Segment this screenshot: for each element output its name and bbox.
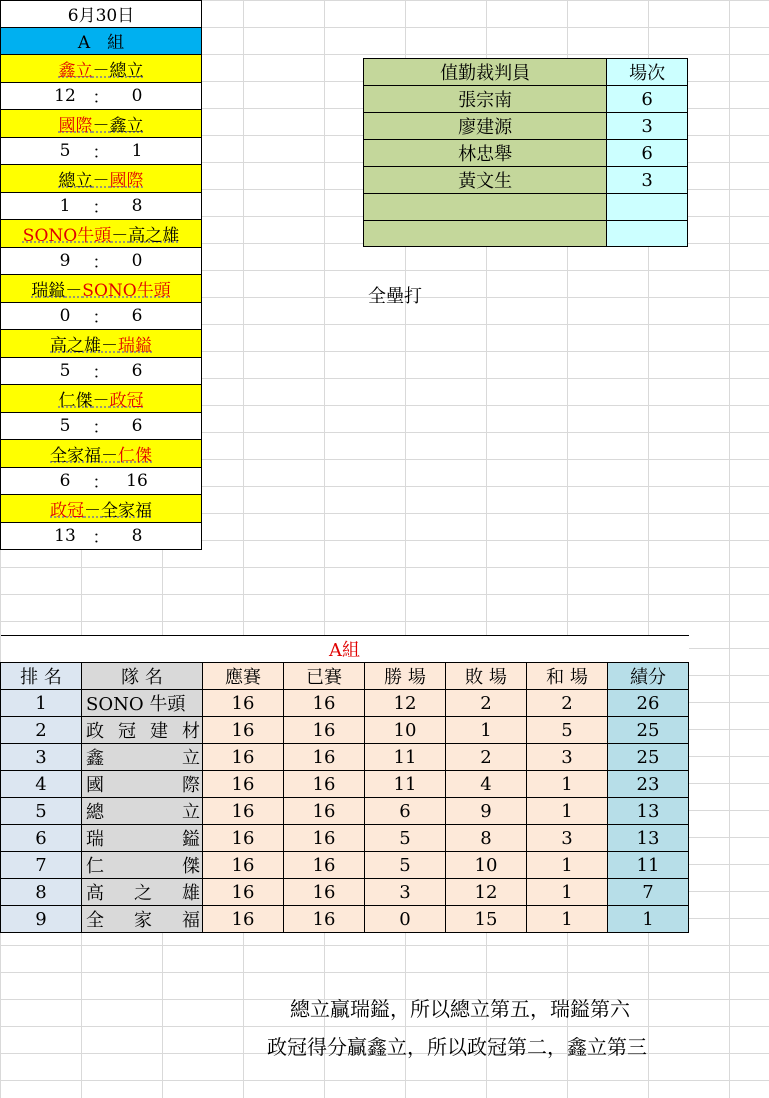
score-value: 6 [131,360,143,381]
standings-row [1,852,689,879]
team-name: 政冠 [109,390,144,411]
standings-played-cell[interactable]: 16 [284,906,365,933]
referee-row [364,194,688,221]
score-separator: ： [92,418,110,439]
team-name-cell[interactable] [82,798,203,825]
referee-row [364,86,688,113]
standings-win-cell[interactable]: 5 [365,825,446,852]
standings-row [1,744,689,771]
standings-lose-cell[interactable]: 2 [446,690,527,717]
team-name-char: 政 [86,721,104,742]
team-name-chars [82,825,202,851]
standings-pts-cell[interactable]: 13 [608,825,689,852]
team-name-char: 瑞 [86,829,104,850]
standings-win-cell[interactable]: 11 [365,744,446,771]
score-separator: ： [92,88,110,109]
score-value: 9 [59,250,71,271]
standings-draw-cell[interactable]: 1 [527,798,608,825]
standings-win-cell[interactable]: 6 [365,798,446,825]
standings-pts-cell[interactable]: 1 [608,906,689,933]
standings-due-cell[interactable]: 16 [203,717,284,744]
team-name-char: 全 [86,910,104,931]
referee-row [364,220,688,247]
standings-win-cell[interactable]: 5 [365,852,446,879]
standings-due-cell[interactable]: 16 [203,852,284,879]
standings-draw-cell[interactable]: 5 [527,717,608,744]
team-name: 瑞鎰 [31,280,66,301]
score-separator: ： [92,143,110,164]
standings-title-row [1,636,689,663]
standings-pts-cell[interactable]: 7 [608,879,689,906]
standings-pts-cell[interactable]: 25 [608,717,689,744]
standings-pts-cell[interactable]: 13 [608,798,689,825]
referee-name[interactable]: 張宗南 [364,86,607,113]
team-name: 仁傑 [58,390,93,411]
standings-due-cell[interactable]: 16 [203,825,284,852]
team-name-char: 仁 [86,856,104,877]
referee-count[interactable]: 3 [607,113,688,140]
standings-draw-cell[interactable]: 3 [527,825,608,852]
standings-rank-cell[interactable]: 4 [1,771,82,798]
standings-row [1,825,689,852]
team-name-char: 國 [86,775,104,796]
standings-row [1,690,689,717]
match-dash: － [92,390,110,411]
team-name-char: 鑫 [86,748,104,769]
team-name-char: 家 [134,910,152,931]
score-value: 8 [131,525,143,546]
standings-pts-cell[interactable]: 11 [608,852,689,879]
team-name-char: 鎰 [182,829,200,850]
referee-header-count[interactable]: 場次 [607,59,688,86]
referee-count[interactable]: 6 [607,140,688,167]
team-name-char: SONO 牛頭 [86,694,186,715]
home-run-note[interactable]: 全壘打 [368,286,422,307]
team-name-char: 傑 [182,856,200,877]
team-name: 鑫立 [109,115,144,136]
referee-name[interactable]: 廖建源 [364,113,607,140]
match-score[interactable] [0,138,202,166]
standings-due-cell[interactable]: 16 [203,879,284,906]
score-separator: ： [92,198,110,219]
score-value: 0 [131,85,143,106]
match-teams[interactable] [0,440,202,468]
standings-draw-cell[interactable]: 2 [527,690,608,717]
team-name: 全家福 [101,500,152,521]
score-separator: ： [92,363,110,384]
score-value: 5 [59,360,71,381]
standings-due-cell[interactable]: 16 [203,771,284,798]
referee-count[interactable] [607,220,688,247]
standings-header-cell[interactable]: 已賽 [284,663,365,690]
referee-count[interactable] [607,194,688,221]
team-name-chars [82,771,202,797]
match-dash: － [92,170,110,191]
standings-rank-cell[interactable]: 6 [1,825,82,852]
standings-rank-cell[interactable]: 7 [1,852,82,879]
match-score[interactable] [0,358,202,386]
team-name-chars [82,852,202,878]
team-name-cell[interactable] [82,771,203,798]
standings-header-cell[interactable]: 應賽 [203,663,284,690]
team-name-char: 立 [182,802,200,823]
standings-played-cell[interactable]: 16 [284,798,365,825]
standings-row [1,717,689,744]
standings-lose-cell[interactable]: 12 [446,879,527,906]
team-name: SONO牛頭 [82,280,171,301]
referee-name[interactable]: 林忠舉 [364,140,607,167]
team-name: SONO牛頭 [22,225,112,246]
match-score[interactable] [0,303,202,331]
team-name-char: 立 [182,748,200,769]
match-teams[interactable] [0,220,202,248]
match-teams[interactable] [0,330,202,358]
match-teams[interactable] [0,55,202,83]
match-teams[interactable] [0,385,202,413]
standings-played-cell[interactable]: 16 [284,744,365,771]
referee-name[interactable] [364,194,607,221]
team-name-cell[interactable] [82,906,203,933]
team-name-cell[interactable] [82,852,203,879]
match-score[interactable] [0,413,202,441]
team-name-char: 際 [182,775,200,796]
standings-lose-cell[interactable]: 4 [446,771,527,798]
score-separator: ： [92,253,110,274]
team-name-char: 冠 [118,721,136,742]
standings-pts-cell[interactable]: 25 [608,744,689,771]
comment-line-1: 總立贏瑞鎰，所以總立第五，瑞鎰第六 [290,997,630,1021]
team-name-char: 雄 [182,883,200,904]
schedule-date[interactable]: 6月30日 [0,0,202,28]
score-separator: ： [92,528,110,549]
team-name-char: 材 [182,721,200,742]
referee-header-row [364,59,688,86]
standings-lose-cell[interactable]: 9 [446,798,527,825]
team-name: 總立 [58,170,93,191]
standings-title[interactable]: A組 [1,636,689,663]
standings-played-cell[interactable]: 16 [284,771,365,798]
standings-header-cell[interactable]: 敗 場 [446,663,527,690]
standings-rank-cell[interactable]: 9 [1,906,82,933]
referee-row [364,113,688,140]
referee-row [364,140,688,167]
team-name: 全家福 [50,445,101,466]
standings-due-cell[interactable]: 16 [203,690,284,717]
referee-header-name[interactable]: 值勤裁判員 [364,59,607,86]
referee-row [364,167,688,194]
standings-played-cell[interactable]: 16 [284,852,365,879]
match-score[interactable] [0,248,202,276]
match-dash: － [65,280,83,301]
team-name-cell[interactable] [82,717,203,744]
match-teams[interactable] [0,110,202,138]
referee-table [363,58,688,247]
team-name-chars [82,744,202,770]
team-name-cell[interactable] [82,690,203,717]
standings-header-cell[interactable]: 隊 名 [82,663,203,690]
standings-win-cell[interactable]: 12 [365,690,446,717]
standings-win-cell[interactable]: 3 [365,879,446,906]
standings-row [1,879,689,906]
standings-rank-cell[interactable]: 2 [1,717,82,744]
standings-win-cell[interactable]: 10 [365,717,446,744]
standings-played-cell[interactable]: 16 [284,690,365,717]
score-value: 5 [59,415,71,436]
team-name: 國際 [58,115,93,136]
standings-win-cell[interactable]: 11 [365,771,446,798]
standings-due-cell[interactable]: 16 [203,798,284,825]
standings-win-cell[interactable]: 0 [365,906,446,933]
score-value: 0 [59,305,71,326]
score-value: 0 [131,250,143,271]
referee-count[interactable]: 6 [607,86,688,113]
score-value: 5 [59,140,71,161]
match-score[interactable] [0,193,202,221]
standings-row [1,906,689,933]
match-dash: － [101,335,118,356]
team-name: 瑞鎰 [118,335,152,356]
score-separator: ： [92,308,110,329]
score-value: 6 [59,470,71,491]
standings-played-cell[interactable]: 16 [284,717,365,744]
standings-draw-cell[interactable]: 1 [527,771,608,798]
team-name-cell[interactable] [82,825,203,852]
standings-draw-cell[interactable]: 1 [527,906,608,933]
standings-header-cell[interactable]: 排 名 [1,663,82,690]
match-teams[interactable] [0,495,202,523]
standings-row [1,771,689,798]
team-name-cell[interactable] [82,744,203,771]
team-name-chars [82,879,202,905]
standings-lose-cell[interactable]: 1 [446,717,527,744]
team-name: 鑫立 [58,60,93,81]
score-value: 12 [54,85,76,106]
score-value: 13 [54,525,76,546]
standings-header-cell[interactable]: 績分 [608,663,689,690]
team-name-cell[interactable] [82,879,203,906]
standings-rank-cell[interactable]: 8 [1,879,82,906]
schedule-group[interactable]: A 組 [0,28,202,56]
match-dash: － [111,225,129,246]
score-separator: ： [92,473,110,494]
standings-draw-cell[interactable]: 1 [527,879,608,906]
referee-count[interactable]: 3 [607,167,688,194]
team-name: 國際 [109,170,144,191]
match-dash: － [84,500,101,521]
match-dash: － [92,115,110,136]
referee-name[interactable] [364,220,607,247]
standings-pts-cell[interactable]: 23 [608,771,689,798]
comment-line-2: 政冠得分贏鑫立，所以政冠第二，鑫立第三 [267,1035,647,1059]
team-name-char: 之 [134,883,152,904]
standings-header-row [1,663,689,690]
standings-lose-cell[interactable]: 10 [446,852,527,879]
standings-header-cell[interactable]: 和 場 [527,663,608,690]
team-name: 總立 [109,60,144,81]
match-teams[interactable] [0,275,202,303]
team-name-char: 福 [182,910,200,931]
score-value: 6 [131,415,143,436]
score-value: 1 [59,195,71,216]
match-schedule [0,0,202,550]
standings-table [0,635,689,933]
standings-header-cell[interactable]: 勝 場 [365,663,446,690]
team-name-chars [82,690,202,716]
match-dash: － [101,445,118,466]
score-value: 16 [126,470,148,491]
standings-played-cell[interactable]: 16 [284,879,365,906]
standings-lose-cell[interactable]: 2 [446,744,527,771]
match-teams[interactable] [0,165,202,193]
match-score[interactable] [0,83,202,111]
standings-rank-cell[interactable]: 1 [1,690,82,717]
team-name: 高之雄 [128,225,180,246]
match-score[interactable] [0,468,202,496]
team-name: 政冠 [50,500,84,521]
score-value: 1 [131,140,143,161]
standings-draw-cell[interactable]: 1 [527,852,608,879]
standings-played-cell[interactable]: 16 [284,825,365,852]
referee-name[interactable]: 黃文生 [364,167,607,194]
standings-row [1,798,689,825]
standings-draw-cell[interactable]: 3 [527,744,608,771]
standings-rank-cell[interactable]: 5 [1,798,82,825]
team-name-char: 高 [86,883,104,904]
team-name-chars [82,717,202,743]
match-score[interactable] [0,523,202,551]
team-name: 仁傑 [118,445,152,466]
standings-lose-cell[interactable]: 15 [446,906,527,933]
standings-lose-cell[interactable]: 8 [446,825,527,852]
team-name-char: 總 [86,802,104,823]
team-name-char: 建 [150,721,168,742]
team-name: 高之雄 [50,335,101,356]
standings-due-cell[interactable]: 16 [203,906,284,933]
team-name-chars [82,798,202,824]
team-name-chars [82,906,202,932]
standings-pts-cell[interactable]: 26 [608,690,689,717]
score-value: 8 [131,195,143,216]
standings-due-cell[interactable]: 16 [203,744,284,771]
score-value: 6 [131,305,143,326]
standings-rank-cell[interactable]: 3 [1,744,82,771]
match-dash: － [92,60,110,81]
